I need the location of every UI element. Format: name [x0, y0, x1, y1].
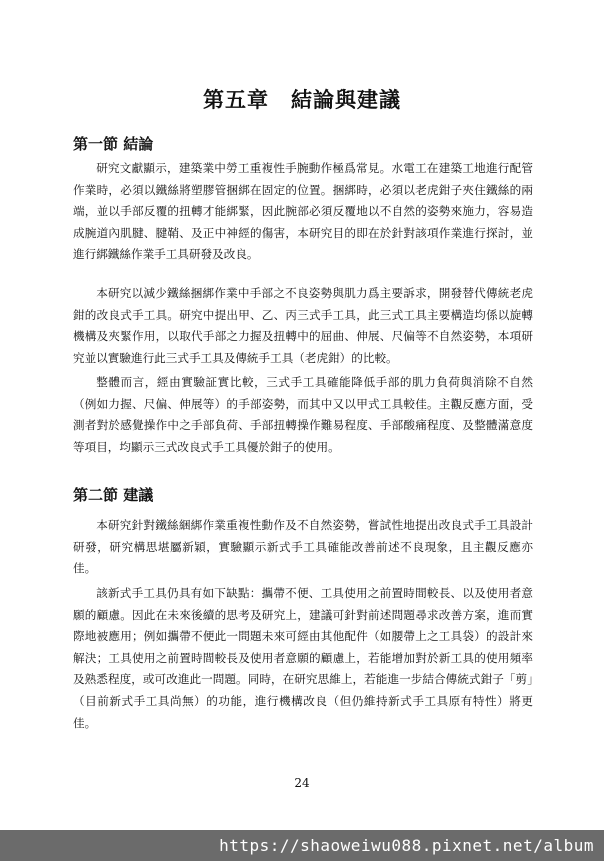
paragraph-conclusion-2: 本研究以減少鐵絲捆綁作業中手部之不良姿勢與肌力爲主要訴求，開發替代傳統老虎鉗的改良式手工具。研究中提出甲、乙、丙三式手工具，此三式工具主要構造均係以旋轉機構及夾緊作用，以取代手部之力握及扭轉中的屈曲、伸展、尺偏等不自然姿勢，本項研究並以實驗進行此三式手工具及傳統手工具（老虎鉗）的比較。 [73, 286, 533, 365]
watermark-bar [0, 830, 604, 861]
chapter-title: 第五章 結論與建議 [203, 88, 401, 112]
paragraph-conclusion-1: 研究文獻顯示，建築業中勞工重複性手腕動作極爲常見。水電工在建築工地進行配管作業時，必須以鐵絲將塑膠管捆綁在固定的位置。捆綁時，必須以老虎鉗子夾住鐵絲的兩端，並以手部反覆的扭轉才能綁緊，因此腕部必須反覆地以不自然的姿勢來施力，容易造成腕道內肌腱、腱鞘、及正中神經的傷害，本研究目的即在於針對該項作業進行探討，並進行綁鐵絲作業手工具研發及改良。 [73, 161, 533, 262]
paragraph-suggestion-2: 該新式手工具仍具有如下缺點：攜帶不便、工具使用之前置時間較長、以及使用者意願的顧慮。因此在未來後續的思考及研究上，建議可針對前述問題尋求改善方案，進而實際地被應用；例如攜帶不便此一問題未來可經由其他配件（如腰帶上之工具袋）的設計來解決；工具使用之前置時間較長及使用者意願的顧慮上，若能增加對於新工具的使用頻率及熟悉程度，或可改進此一問題。同時，在研究思維上，若能進一步結合傳統式鉗子「剪」（目前新式手工具尚無）的功能，進行機構改良（但仍維持新式手工具原有特性）將更佳。 [73, 586, 533, 730]
section-heading-conclusion: 第一節 結論 [73, 135, 154, 153]
watermark-url: https://shaoweiwu088.pixnet.net/album [219, 836, 594, 855]
section-heading-suggestion: 第二節 建議 [73, 486, 154, 504]
paragraph-conclusion-3: 整體而言，經由實驗証實比較，三式手工具確能降低手部的肌力負荷與消除不自然（例如力握、尺偏、伸展等）的手部姿勢，而其中又以甲式工具較佳。主觀反應方面，受測者對於感覺操作中之手部負荷、手部扭轉操作難易程度、手部酸痛程度、及整體滿意度等項目，均顯示三式改良式手工具優於鉗子的使用。 [73, 375, 533, 454]
page-number: 24 [294, 776, 310, 790]
paragraph-suggestion-1: 本研究針對鐵絲綑綁作業重複性動作及不自然姿勢，嘗試性地提出改良式手工具設計研發，研究構思堪屬新穎，實驗顯示新式手工具確能改善前述不良現象，且主觀反應亦佳。 [73, 518, 533, 576]
